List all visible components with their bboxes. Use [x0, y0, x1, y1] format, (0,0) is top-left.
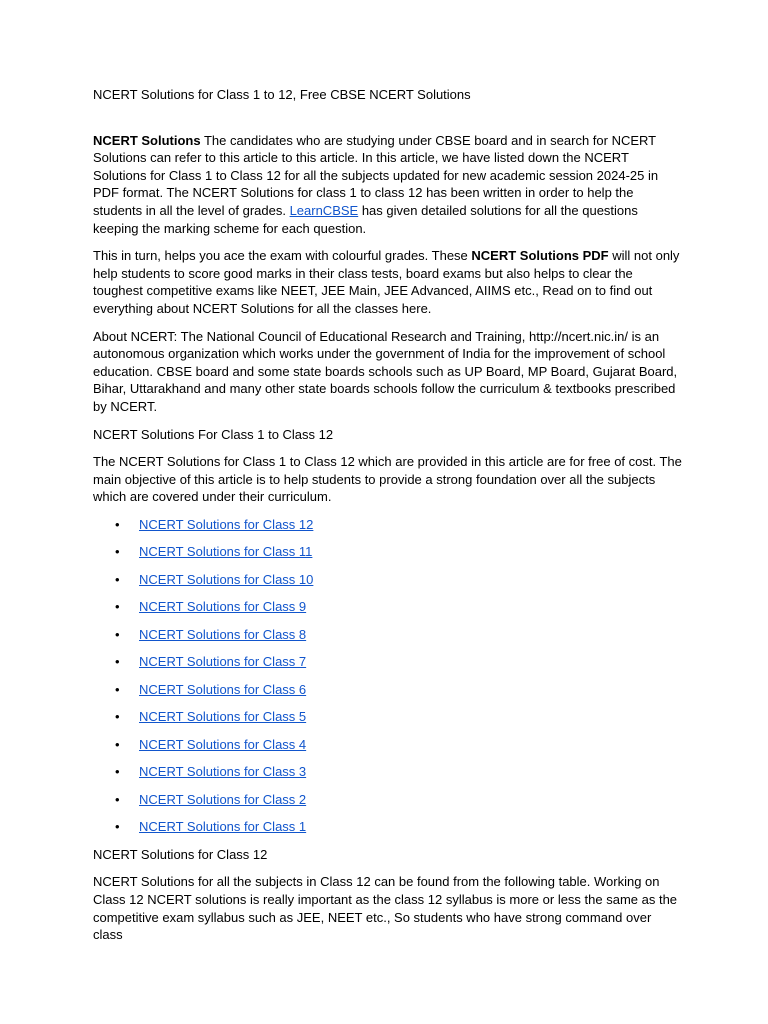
class-12-paragraph: NCERT Solutions for all the subjects in Class 12 can be found from the following table. Working on Class 12 NCERT solutions is really important as the class 12 syllabus is more or less the same as the competitive exam syllabus such as JEE, NEET etc., So students who have strong command over class [93, 874, 678, 943]
list-item [93, 626, 683, 644]
bullet-icon: • [115, 626, 120, 642]
section-intro-paragraph: The NCERT Solutions for Class 1 to Class 12 which are provided in this article are for free of cost. The main objective of this article is to help students to provide a strong foundation over all the subjects which are covered under their curriculum. [93, 454, 682, 505]
list-item [93, 543, 683, 561]
class-2-link[interactable]: NCERT Solutions for Class 2 [139, 791, 307, 807]
section-heading-class-12: NCERT Solutions for Class 12 [93, 846, 268, 862]
learncbse-link[interactable]: LearnCBSE [289, 202, 359, 218]
class-3-link[interactable]: NCERT Solutions for Class 3 [139, 764, 307, 780]
list-item [93, 708, 683, 726]
list-item [93, 653, 683, 671]
class-links-list [93, 516, 683, 836]
class-10-link[interactable]: NCERT Solutions for Class 10 [139, 571, 314, 587]
intro-text-after-link: has given detailed solutions for all the questions keeping the marking scheme for each question. [93, 202, 638, 236]
bullet-icon: • [115, 599, 120, 615]
bullet-icon: • [115, 736, 120, 752]
bullet-icon: • [115, 764, 120, 780]
class-1-link[interactable]: NCERT Solutions for Class 1 [139, 819, 307, 835]
intro-paragraph [93, 132, 683, 238]
document-title: NCERT Solutions for Class 1 to 12, Free CBSE NCERT Solutions [93, 87, 471, 102]
list-item [93, 681, 683, 699]
list-item [93, 516, 683, 534]
intro-bold-lead: NCERT Solutions [93, 132, 201, 148]
bullet-icon: • [115, 654, 120, 670]
about-ncert-paragraph: About NCERT: The National Council of Educational Research and Training, http://ncert.nic.in/ is an autonomous organization which works under the government of India for the improvement of school education. CBSE board and some state boards schools such as UP Board, MP Board, Gujarat Board, Bihar, Uttarakhand and many other state boards schools follow the curriculum & textbooks prescribed by NCERT. [93, 328, 678, 414]
class-8-link[interactable]: NCERT Solutions for Class 8 [139, 626, 307, 642]
list-item [93, 736, 683, 754]
bullet-icon: • [115, 709, 120, 725]
list-item [93, 818, 683, 836]
class-9-link[interactable]: NCERT Solutions for Class 9 [139, 599, 307, 615]
bullet-icon: • [115, 681, 120, 697]
bullet-icon: • [115, 516, 120, 532]
list-item [93, 791, 683, 809]
intro-text-before-link: The candidates who are studying under CBSE board and in search for NCERT Solutions can refer to this article to this article. In this article, we have listed down the NCERT Solutions for Class 1 to Class 12 for all the subjects updated for new academic session 2024-25 in PDF format. The NCERT Solutions for class 1 to class 12 has been written in order to help the students in all the level of grades. [93, 132, 659, 218]
section-heading-class-1-to-12: NCERT Solutions For Class 1 to Class 12 [93, 426, 334, 442]
class-4-link[interactable]: NCERT Solutions for Class 4 [139, 736, 307, 752]
grades-paragraph [93, 247, 683, 317]
list-item [93, 763, 683, 781]
class-7-link[interactable]: NCERT Solutions for Class 7 [139, 654, 307, 670]
bullet-icon: • [115, 544, 120, 560]
bullet-icon: • [115, 791, 120, 807]
grades-text-before-bold: This in turn, helps you ace the exam with colourful grades. These [93, 248, 472, 264]
grades-text-after-bold: will not only help students to score good marks in their class tests, board exams but also helps to clear the toughest competitive exams like NEET, JEE Main, JEE Advanced, AIIMS etc., Read on to find out everything about NCERT Solutions for all the classes here. [93, 248, 680, 316]
grades-bold-text: NCERT Solutions PDF [471, 248, 609, 264]
document-page [93, 86, 683, 954]
class-11-link[interactable]: NCERT Solutions for Class 11 [139, 544, 313, 560]
class-12-link[interactable]: NCERT Solutions for Class 12 [139, 516, 314, 532]
class-5-link[interactable]: NCERT Solutions for Class 5 [139, 709, 307, 725]
class-6-link[interactable]: NCERT Solutions for Class 6 [139, 681, 307, 697]
bullet-icon: • [115, 571, 120, 587]
list-item [93, 571, 683, 589]
list-item [93, 598, 683, 616]
bullet-icon: • [115, 819, 120, 835]
